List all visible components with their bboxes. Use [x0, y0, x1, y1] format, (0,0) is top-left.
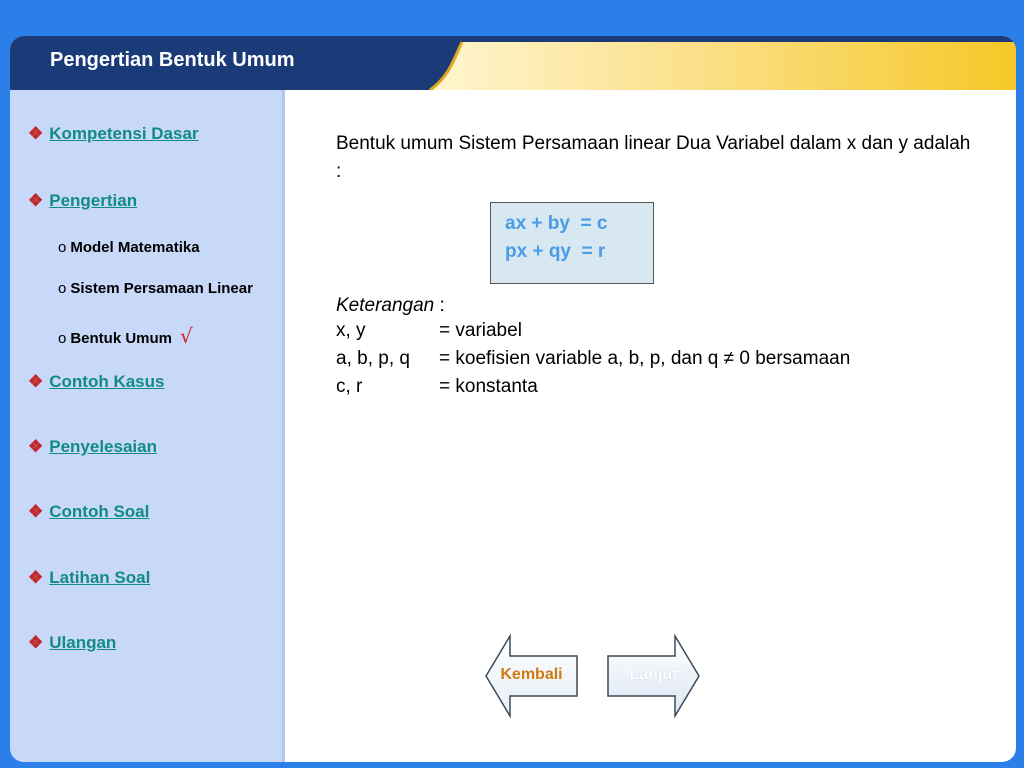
definition-desc: = variabel: [439, 320, 522, 341]
sidebar-item-label[interactable]: Contoh Kasus: [49, 372, 165, 391]
definition-desc: = koefisien variable a, b, p, dan q ≠ 0 bersamaan: [439, 348, 851, 369]
sidebar-subitem-sistem-persamaan-linear[interactable]: [58, 280, 253, 297]
sidebar-subitem-label[interactable]: Model Matematika: [70, 239, 200, 256]
definition-term: a, b, p, q: [336, 348, 410, 369]
sidebar-subitem-bentuk-umum[interactable]: [58, 324, 193, 348]
bullet-icon: ❖: [28, 568, 44, 587]
keterangan-heading: [336, 292, 445, 320]
equation-1: ax + by = c: [505, 213, 608, 234]
sidebar-subitem-label[interactable]: Bentuk Umum: [70, 330, 173, 347]
sidebar-item-label[interactable]: Pengertian: [49, 191, 138, 210]
bullet-icon: ❖: [28, 191, 44, 210]
back-button-label: Kembali: [500, 666, 563, 683]
sidebar-item-label[interactable]: Ulangan: [49, 633, 117, 652]
definition-desc: = konstanta: [439, 376, 538, 397]
bullet-icon: ❖: [28, 124, 44, 143]
bullet-icon: ❖: [28, 633, 44, 652]
sidebar-item-contoh-soal[interactable]: [28, 502, 149, 522]
keterangan-colon: :: [434, 295, 445, 316]
bullet-icon: ❖: [28, 372, 44, 391]
equation-box: [490, 202, 654, 284]
sidebar-item-penyelesaian[interactable]: [28, 437, 157, 457]
definition-term: c, r: [336, 376, 363, 397]
slide-frame: [10, 36, 1016, 762]
header-bar: [10, 36, 1016, 90]
sidebar-item-ulangan[interactable]: [28, 633, 116, 653]
sidebar-subitem-label[interactable]: Sistem Persamaan Linear: [70, 280, 253, 297]
sidebar-item-label[interactable]: Penyelesaian: [49, 437, 157, 456]
next-button-label: Lanjut: [629, 666, 678, 683]
bullet-icon: ❖: [28, 502, 44, 521]
page-title: Pengertian Bentuk Umum: [50, 49, 295, 71]
check-icon: √: [180, 324, 193, 348]
sidebar-item-latihan-soal[interactable]: [28, 568, 150, 588]
intro-text: Bentuk umum Sistem Persamaan linear Dua Variabel dalam x dan y adalah :: [336, 133, 971, 182]
definition-term: x, y: [336, 320, 366, 341]
sidebar-item-label[interactable]: Contoh Soal: [49, 502, 150, 521]
sidebar-subitem-model-matematika[interactable]: [58, 239, 200, 256]
sidebar: [10, 90, 285, 762]
keterangan-label: Keterangan: [336, 295, 435, 316]
sidebar-item-label[interactable]: Latihan Soal: [49, 568, 151, 587]
sub-bullet-icon: o: [58, 330, 67, 347]
sidebar-item-label[interactable]: Kompetensi Dasar: [49, 124, 199, 143]
bullet-icon: ❖: [28, 437, 44, 456]
sub-bullet-icon: o: [58, 239, 67, 256]
sidebar-item-pengertian[interactable]: [28, 191, 137, 211]
back-button[interactable]: [484, 634, 579, 718]
equation-2: px + qy = r: [505, 241, 606, 262]
sidebar-item-contoh-kasus[interactable]: [28, 372, 164, 392]
sidebar-item-kompetensi-dasar[interactable]: [28, 124, 199, 144]
next-button[interactable]: [606, 634, 701, 718]
sub-bullet-icon: o: [58, 280, 67, 297]
